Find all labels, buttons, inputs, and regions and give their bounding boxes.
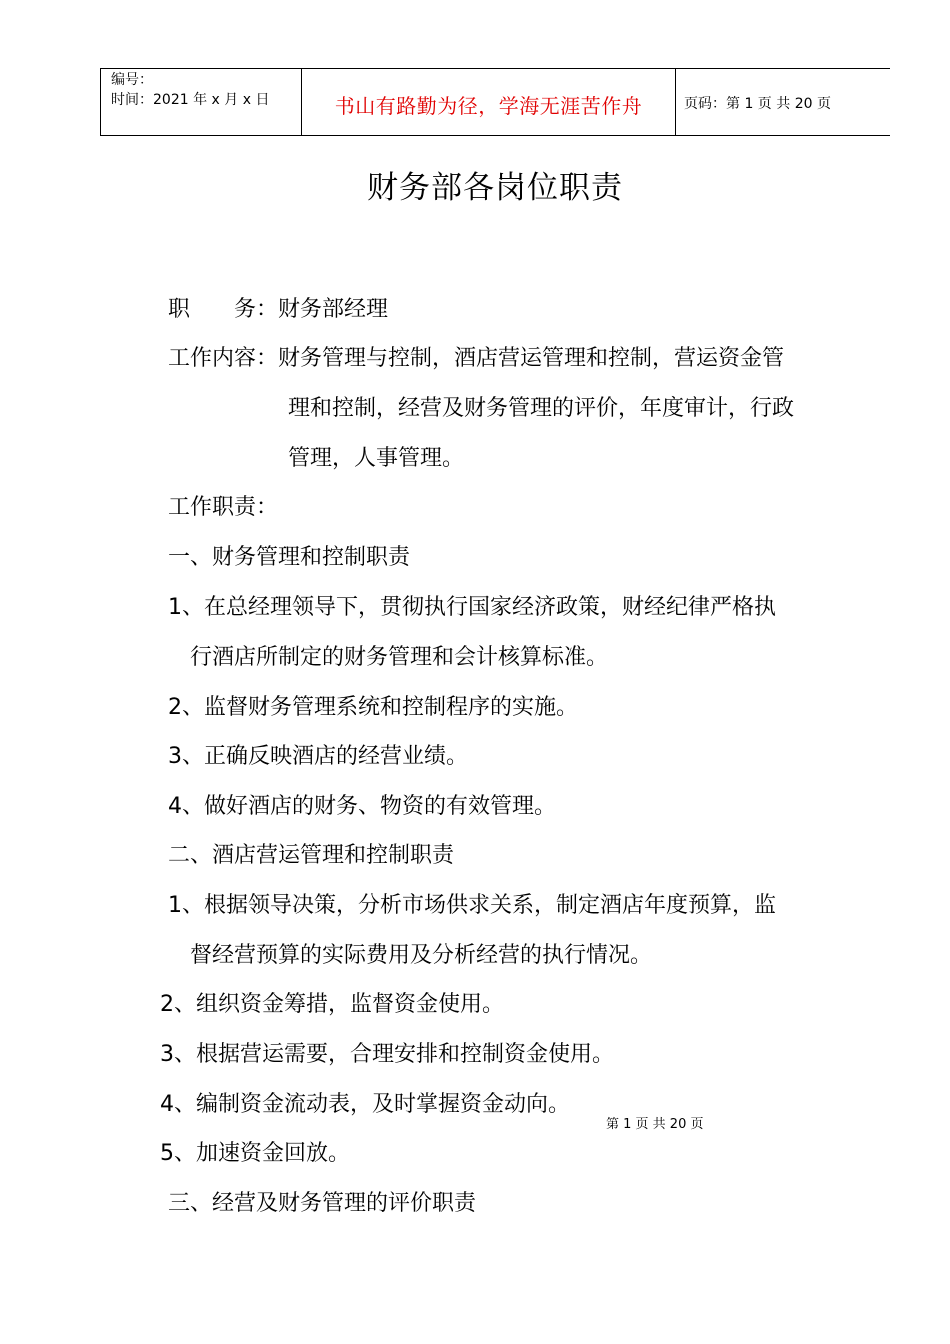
list-item: 4、编制资金流动表，及时掌握资金动向。 <box>160 1092 570 1117</box>
work-content-line-1: 工作内容：财务管理与控制，酒店营运管理和控制，营运资金管 <box>168 346 785 371</box>
work-content-line-2: 理和控制，经营及财务管理的评价，年度审计，行政 <box>288 396 795 421</box>
section-heading: 二、酒店营运管理和控制职责 <box>168 843 455 868</box>
time-label: 时间：2021 年 x 月 x 日 <box>111 92 270 108</box>
section-heading: 一、财务管理和控制职责 <box>168 545 411 570</box>
header-page-number: 页码：第 1 页 共 20 页 <box>684 96 831 112</box>
header-meta-cell <box>100 69 301 135</box>
header-page-cell <box>675 69 890 135</box>
serial-label: 编号： <box>111 72 153 88</box>
header-motto-cell <box>301 69 675 135</box>
list-item: 3、正确反映酒店的经营业绩。 <box>168 744 468 769</box>
work-content-line-3: 管理，人事管理。 <box>288 446 465 471</box>
list-item-continuation: 行酒店所制定的财务管理和会计核算标准。 <box>190 645 609 670</box>
document-header <box>100 68 890 136</box>
section-heading: 三、经营及财务管理的评价职责 <box>168 1191 477 1216</box>
list-item: 4、做好酒店的财务、物资的有效管理。 <box>168 794 556 819</box>
list-item: 1、在总经理领导下，贯彻执行国家经济政策，财经纪律严格执 <box>168 595 776 620</box>
list-item: 2、监督财务管理系统和控制程序的实施。 <box>168 695 578 720</box>
list-item: 2、组织资金筹措，监督资金使用。 <box>160 992 504 1017</box>
list-item: 1、根据领导决策，分析市场供求关系，制定酒店年度预算，监 <box>168 893 776 918</box>
position-line: 职 务：财务部经理 <box>168 297 389 322</box>
list-item: 3、根据营运需要，合理安排和控制资金使用。 <box>160 1042 614 1067</box>
page-title: 财务部各岗位职责 <box>367 170 623 206</box>
duties-heading: 工作职责： <box>168 495 279 520</box>
list-item-continuation: 督经营预算的实际费用及分析经营的执行情况。 <box>190 943 653 968</box>
footer-page-number: 第 1 页 共 20 页 <box>606 1117 704 1132</box>
motto-text: 书山有路勤为径，学海无涯苦作舟 <box>334 94 643 118</box>
list-item: 5、加速资金回放。 <box>160 1141 350 1166</box>
